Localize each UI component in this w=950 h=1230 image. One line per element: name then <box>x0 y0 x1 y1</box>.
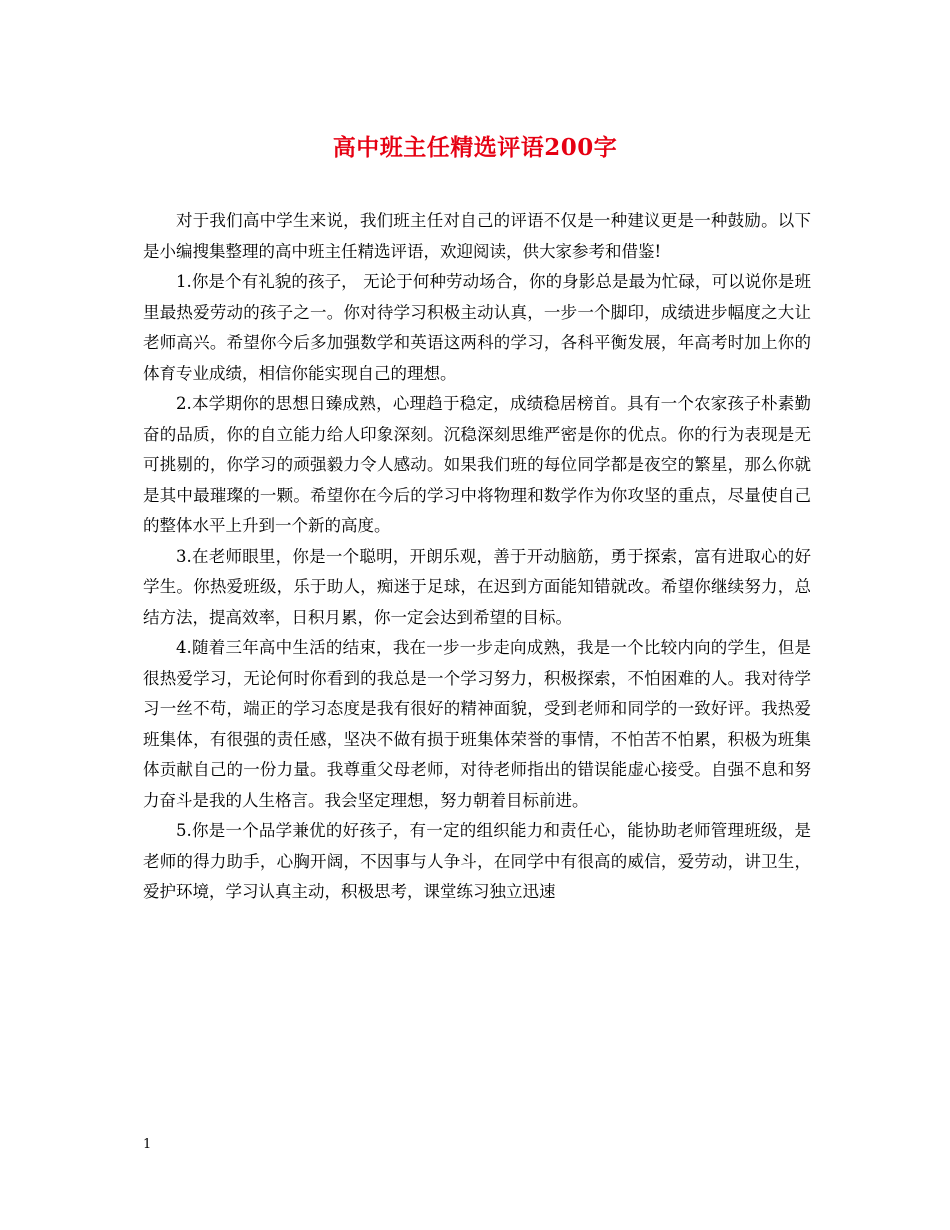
comment-paragraph-1: 1.你是个有礼貌的孩子， 无论于何种劳动场合，你的身影总是最为忙碌，可以说你是班里最热爱劳动的孩子之一。你对待学习积极主动认真，一步一个脚印，成绩进步幅度之大让老师高兴。希望你今后多加强数学和英语这两科的学习，各科平衡发展，年高考时加上你的体育专业成绩，相信你能实现自己的理想。 <box>143 272 811 383</box>
document-body <box>143 206 811 908</box>
document-title: 高中班主任精选评语200字 <box>332 134 618 161</box>
intro-paragraph: 对于我们高中学生来说，我们班主任对自己的评语不仅是一种建议更是一种鼓励。以下是小编搜集整理的高中班主任精选评语，欢迎阅读，供大家参考和借鉴! <box>143 211 811 261</box>
comment-paragraph-5: 5.你是一个品学兼优的好孩子，有一定的组织能力和责任心，能协助老师管理班级，是老师的得力助手，心胸开阔，不因事与人争斗，在同学中有很高的威信，爱劳动，讲卫生，爱护环境，学习认真主动，积极思考，课堂练习独立迅速 <box>143 821 811 901</box>
page-number: 1 <box>143 1137 152 1152</box>
comment-paragraph-4: 4.随着三年高中生活的结束，我在一步一步走向成熟，我是一个比较内向的学生，但是很热爱学习，无论何时你看到的我总是一个学习努力，积极探索，不怕困难的人。我对待学习一丝不苟，端正的学习态度是我有很好的精神面貌，受到老师和同学的一致好评。我热爱班集体，有很强的责任感，坚决不做有损于班集体荣誉的事情，不怕苦不怕累，积极为班集体贡献自己的一份力量。我尊重父母老师，对待老师指出的错误能虚心接受。自强不息和努力奋斗是我的人生格言。我会坚定理想，努力朝着目标前进。 <box>143 638 811 810</box>
comment-paragraph-3: 3.在老师眼里，你是一个聪明，开朗乐观，善于开动脑筋，勇于探索，富有进取心的好学生。你热爱班级，乐于助人，痴迷于足球，在迟到方面能知错就改。希望你继续努力，总结方法，提高效率，日积月累，你一定会达到希望的目标。 <box>143 546 811 627</box>
comment-paragraph-2: 2.本学期你的思想日臻成熟，心理趋于稳定，成绩稳居榜首。具有一个农家孩子朴素勤奋的品质，你的自立能力给人印象深刻。沉稳深刻思维严密是你的优点。你的行为表现是无可挑剔的，你学习的顽强毅力令人感动。如果我们班的每位同学都是夜空的繁星，那么你就是其中最璀璨的一颗。希望你在今后的学习中将物理和数学作为你攻坚的重点，尽量使自己的整体水平上升到一个新的高度。 <box>143 394 811 535</box>
